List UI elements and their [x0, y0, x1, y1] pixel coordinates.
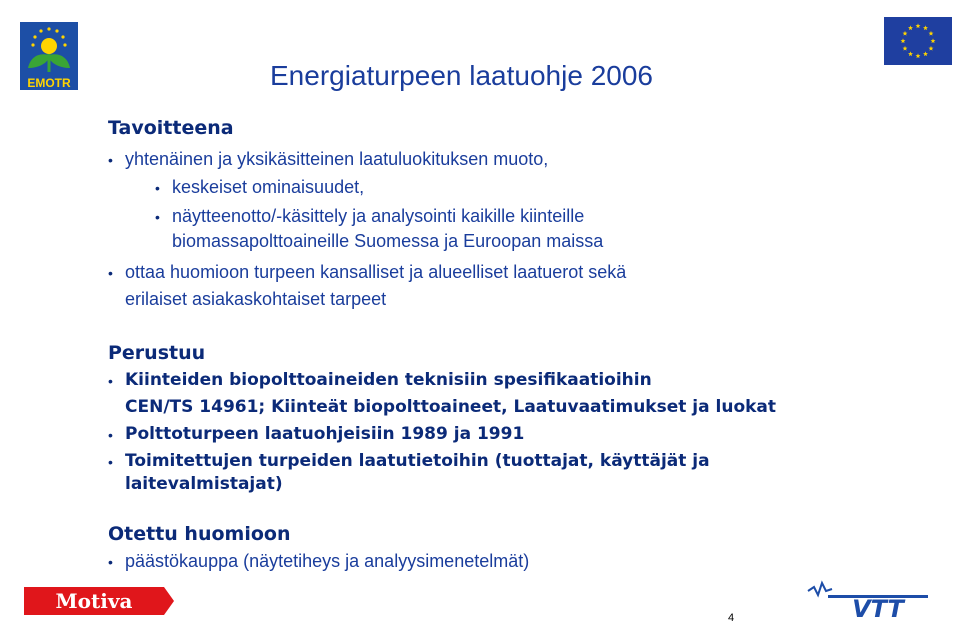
basis-item-3: Toimitettujen turpeiden laatutietoihin (tuottajat, käyttäjät ja [125, 451, 710, 471]
goal-item-4-cont: erilaiset asiakaskohtaiset tarpeet [125, 289, 387, 309]
bullet-icon: • [155, 209, 160, 225]
goal-item-3: näytteenotto/-käsittely ja analysointi kaikille kiinteille [172, 206, 585, 226]
section-heading-basis: Perustuu [108, 342, 206, 364]
section-heading-goal: Tavoitteena [108, 117, 234, 139]
emotr-logo [20, 22, 78, 90]
goal-item-2: keskeiset ominaisuudet, [172, 177, 365, 197]
bullet-icon: • [155, 180, 160, 196]
section-heading-noted: Otettu huomioon [108, 523, 291, 545]
goal-item-1: yhtenäinen ja yksikäsitteinen laatuluokituksen muoto, [125, 149, 549, 169]
bullet-icon: • [108, 454, 113, 470]
motiva-logo-text: Motiva [55, 589, 133, 613]
vtt-logo-text: VTT [852, 595, 904, 619]
motiva-logo [24, 587, 174, 615]
basis-item-1: Kiinteiden biopolttoaineiden teknisiin spesifikaatioihin [125, 370, 652, 390]
vtt-logo [806, 577, 932, 619]
goal-item-3-cont: biomassapolttoaineille Suomessa ja Euroopan maissa [172, 231, 604, 251]
page-title: Energiaturpeen laatuohje 2006 [270, 60, 653, 91]
bullet-icon: • [108, 265, 113, 281]
page-number: 4 [728, 612, 735, 624]
basis-item-2: Polttoturpeen laatuohjeisiin 1989 ja 1991 [125, 424, 525, 444]
basis-item-1-cont: CEN/TS 14961; Kiinteät biopolttoaineet, Laatuvaatimukset ja luokat [125, 397, 777, 417]
bullet-icon: • [108, 554, 113, 570]
bullet-icon: • [108, 152, 113, 168]
eu-flag-logo [884, 17, 952, 65]
emotr-logo-text: EMOTR [27, 76, 71, 90]
bullet-icon: • [108, 373, 113, 389]
basis-item-3-cont: laitevalmistajat) [125, 474, 283, 494]
bullet-icon: • [108, 427, 113, 443]
goal-item-4: ottaa huomioon turpeen kansalliset ja alueelliset laatuerot sekä [125, 262, 627, 282]
noted-item-1: päästökauppa (näytetiheys ja analyysimenetelmät) [125, 551, 530, 571]
